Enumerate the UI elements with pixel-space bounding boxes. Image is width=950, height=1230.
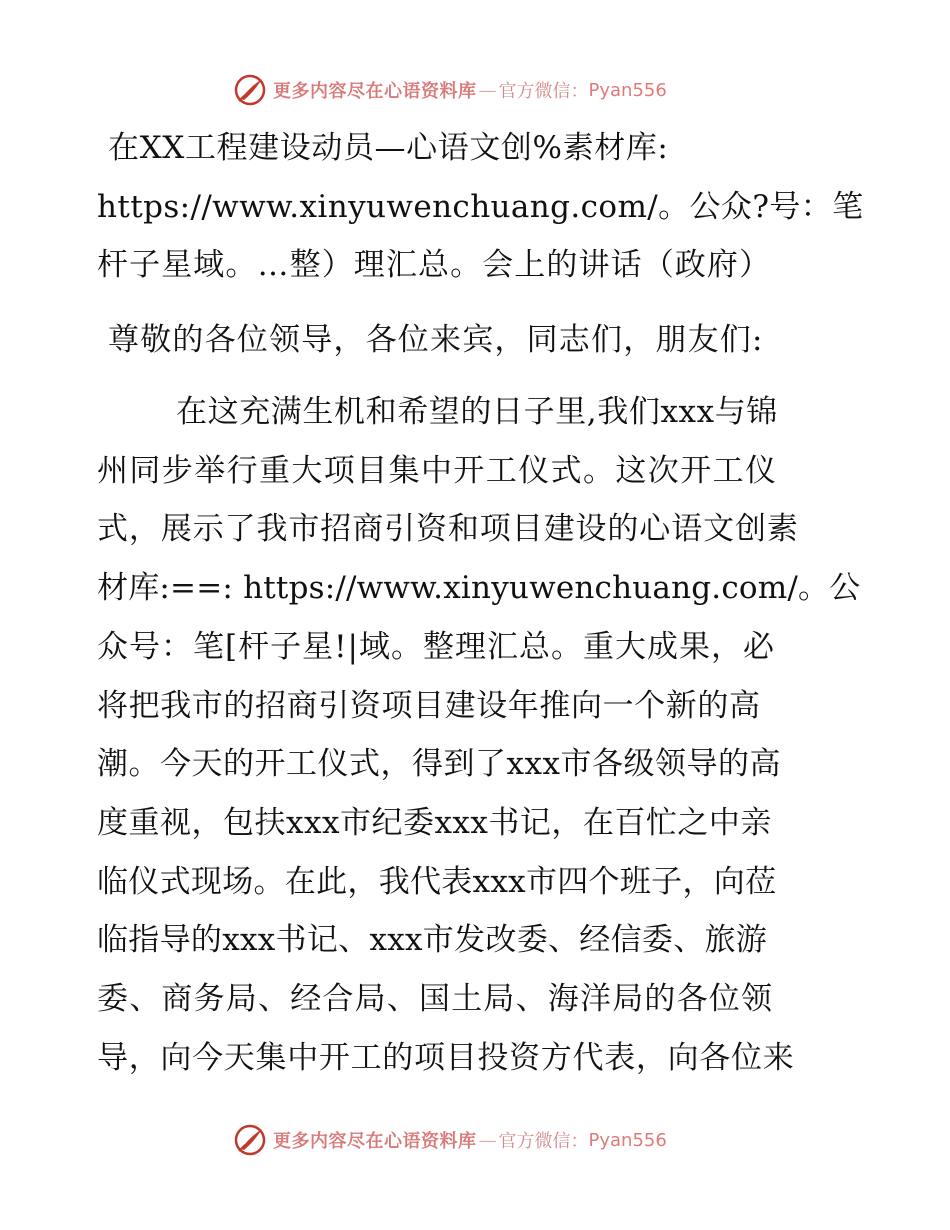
quill-pen-icon	[233, 73, 267, 107]
title-line: 在XX工程建设动员—心语文创%素材库:	[108, 130, 669, 166]
title-line: https://www.xinyuwenchuang.com/。公众?号：笔	[97, 189, 864, 225]
watermark-brand-text: 更多内容尽在心语资料库	[273, 1131, 477, 1152]
footer-watermark-banner	[233, 1122, 667, 1158]
body-line: 在这充满生机和希望的日子里,我们xxx与锦	[176, 394, 778, 430]
body-line: 度重视，包扶xxx市纪委xxx书记，在百忙之中亲	[97, 805, 772, 841]
header-watermark-banner	[233, 72, 667, 108]
quill-pen-icon	[233, 1123, 267, 1157]
watermark-wechat-label: 官方微信：	[498, 1131, 589, 1152]
body-line: 众号：笔[杆子星!|域。整理汇总。重大成果，必	[97, 629, 775, 665]
watermark-brand-text: 更多内容尽在心语资料库	[273, 81, 477, 102]
body-line: 式，展示了我市招商引资和项目建设的心语文创素	[97, 511, 799, 547]
salutation: 尊敬的各位领导，各位来宾，同志们，朋友们:	[108, 322, 764, 358]
body-line: 潮。今天的开工仪式，得到了xxx市各级领导的高	[97, 746, 781, 782]
title-line: 杆子星域。…整）理汇总。会上的讲话（政府）	[97, 247, 772, 283]
body-line: 材库:==: https://www.xinyuwenchuang.com/。公	[97, 570, 861, 606]
watermark-wechat-label: 官方微信：	[498, 81, 589, 102]
watermark-separator: —	[478, 1129, 497, 1151]
body-line: 临指导的xxx书记、xxx市发改委、经信委、旅游	[97, 922, 768, 958]
body-line: 临仪式现场。在此，我代表xxx市四个班子，向莅	[97, 864, 777, 900]
watermark-wechat-id: Pyan556	[588, 79, 667, 101]
body-line: 将把我市的招商引资项目建设年推向一个新的高	[97, 688, 761, 724]
body-line: 导，向今天集中开工的项目投资方代表，向各位来	[97, 1040, 795, 1076]
watermark-wechat-id: Pyan556	[588, 1129, 667, 1151]
watermark-separator: —	[478, 79, 497, 101]
body-line: 州同步举行重大项目集中开工仪式。这次开工仪	[97, 453, 778, 489]
body-line: 委、商务局、经合局、国土局、海洋局的各位领	[97, 981, 774, 1017]
